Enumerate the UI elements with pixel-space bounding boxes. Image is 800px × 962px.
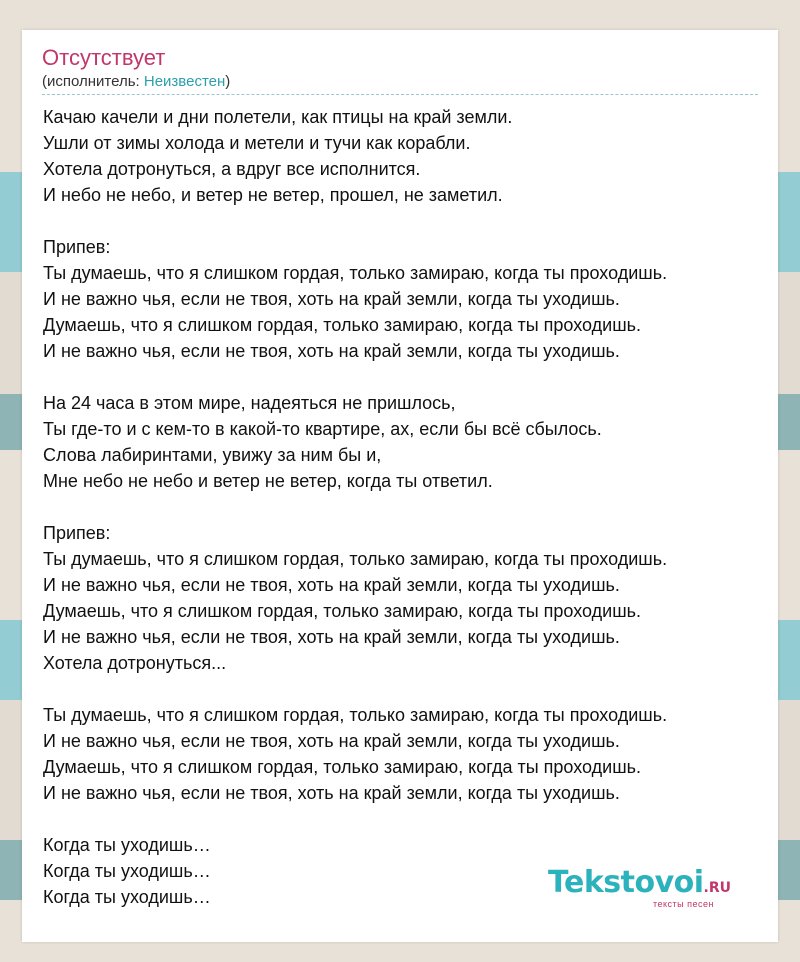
lyric-line: Мне небо не небо и ветер не ветер, когда ты ответил. bbox=[43, 471, 493, 491]
artist-line bbox=[42, 72, 758, 95]
site-logo[interactable] bbox=[548, 866, 754, 910]
lyric-line: Качаю качели и дни полетели, как птицы на край земли. bbox=[43, 107, 513, 127]
lyric-line: И не важно чья, если не твоя, хоть на край земли, когда ты уходишь. bbox=[43, 341, 620, 361]
chorus-label: Припев: bbox=[43, 523, 111, 543]
song-header bbox=[42, 44, 758, 95]
lyric-line: Думаешь, что я слишком гордая, только замираю, когда ты проходишь. bbox=[43, 315, 642, 335]
artist-link[interactable]: Неизвестен bbox=[143, 73, 226, 90]
lyric-line: Хотела дотронуться... bbox=[43, 653, 227, 673]
stanza-gap bbox=[43, 208, 768, 234]
song-title: Отсутствует bbox=[42, 45, 166, 70]
lyric-line: Когда ты уходишь… bbox=[43, 887, 211, 907]
lyric-line: Ты думаешь, что я слишком гордая, только замираю, когда ты проходишь. bbox=[43, 263, 668, 283]
lyric-line: Хотела дотронуться, а вдруг все исполнится. bbox=[43, 159, 421, 179]
lyric-line: И небо не небо, и ветер не ветер, прошел, не заметил. bbox=[43, 185, 503, 205]
lyric-line: И не важно чья, если не твоя, хоть на край земли, когда ты уходишь. bbox=[43, 627, 620, 647]
lyric-line: Ты где-то и с кем-то в какой-то квартире, ах, если бы всё сбылось. bbox=[43, 419, 602, 439]
stanza-gap bbox=[43, 806, 768, 832]
lyric-line: Когда ты уходишь… bbox=[43, 835, 211, 855]
lyric-line: Слова лабиринтами, увижу за ним бы и, bbox=[43, 445, 382, 465]
lyric-line: Когда ты уходишь… bbox=[43, 861, 211, 881]
lyric-line: На 24 часа в этом мире, надеяться не пришлось, bbox=[43, 393, 456, 413]
lyric-line: Думаешь, что я слишком гордая, только замираю, когда ты проходишь. bbox=[43, 757, 642, 777]
logo-tagline: тексты песен bbox=[652, 899, 714, 909]
chorus-label: Припев: bbox=[43, 237, 111, 257]
stanza-gap bbox=[43, 494, 768, 520]
logo-name: Tekstovoi bbox=[548, 865, 704, 900]
stanza-gap bbox=[43, 676, 768, 702]
lyric-line: Ушли от зимы холода и метели и тучи как корабли. bbox=[43, 133, 471, 153]
lyric-line: Ты думаешь, что я слишком гордая, только замираю, когда ты проходишь. bbox=[43, 705, 668, 725]
logo-wordmark bbox=[548, 866, 754, 905]
lyric-line: Ты думаешь, что я слишком гордая, только замираю, когда ты проходишь. bbox=[43, 549, 668, 569]
logo-tld: .RU bbox=[703, 880, 732, 896]
stanza-gap bbox=[43, 364, 768, 390]
lyric-line: И не важно чья, если не твоя, хоть на край земли, когда ты уходишь. bbox=[43, 289, 620, 309]
lyrics-card bbox=[22, 30, 778, 942]
lyrics-text bbox=[43, 104, 768, 910]
artist-prefix: (исполнитель: bbox=[42, 73, 144, 90]
lyric-line: И не важно чья, если не твоя, хоть на край земли, когда ты уходишь. bbox=[43, 575, 620, 595]
lyric-line: И не важно чья, если не твоя, хоть на край земли, когда ты уходишь. bbox=[43, 783, 620, 803]
artist-suffix: ) bbox=[225, 73, 231, 90]
lyric-line: Думаешь, что я слишком гордая, только замираю, когда ты проходишь. bbox=[43, 601, 642, 621]
lyric-line: И не важно чья, если не твоя, хоть на край земли, когда ты уходишь. bbox=[43, 731, 620, 751]
